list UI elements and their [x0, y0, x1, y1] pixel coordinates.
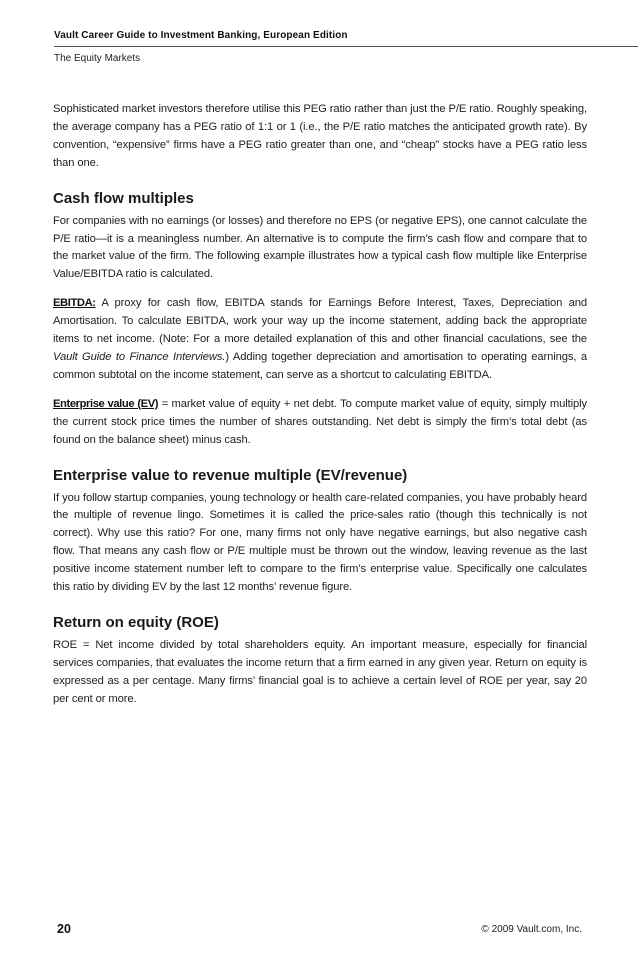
roe-paragraph: ROE = Net income divided by total shareholders equity. An important measure, especially for financial services companies, that evaluates the income return that a firm earned in any given year. Return on equity is expressed as a per centage. Many firms’ financial goal is to achieve a certain level of ROE per year, say 20 per cent or more.: [53, 638, 587, 705]
ebitda-paragraph: [53, 295, 587, 385]
page-body: [53, 101, 587, 720]
page-header: [54, 30, 638, 65]
page-number: 20: [57, 922, 71, 936]
enterprise-value-paragraph: [53, 396, 587, 450]
book-title: Vault Career Guide to Investment Banking, European Edition: [54, 30, 348, 41]
heading-cash-flow-multiples: Cash flow multiples: [53, 189, 194, 207]
ebitda-text-b: ) Adding together depreciation and amortisation to operating earnings, a common subtotal on the income statement, can serve as a shortcut to calculating EBITDA.: [53, 350, 587, 381]
cash-flow-paragraph: For companies with no earnings (or losses) and therefore no EPS (or negative EPS), one cannot calculate the P/E ratio—it is a meaningless number. An alternative is to compute the firm’s cash flow and compare that to the market value of the firm. The following example illustrates how a typical cash flow multiple like Enterprise Value/EBITDA ratio is calculated.: [53, 214, 587, 281]
heading-roe: Return on equity (ROE): [53, 613, 219, 631]
copyright-notice: © 2009 Vault.com, Inc.: [481, 924, 582, 935]
book-reference: Vault Guide to Finance Interviews.: [53, 350, 226, 363]
heading-ev-revenue: Enterprise value to revenue multiple (EV/revenue): [53, 466, 408, 484]
header-divider: [54, 46, 638, 47]
page-footer: [53, 922, 582, 938]
intro-paragraph: Sophisticated market investors therefore utilise this PEG ratio rather than just the P/E ratio. Roughly speaking, the average company has a PEG ratio of 1:1 or 1 (i.e., the P/E ratio matches the anticipated growth rate). By convention, “expensive” firms have a PEG ratio greater than one, and “cheap” stocks have a PEG ratio less than one.: [53, 103, 587, 169]
ebitda-term: EBITDA:: [53, 297, 96, 310]
section-name: The Equity Markets: [54, 53, 141, 64]
ev-revenue-paragraph: If you follow startup companies, young technology or health care-related companies, you have probably heard the multiple of revenue lingo. Sometimes it is called the price-sales ratio (though this technically is not correct). Why use this ratio? For one, many firms not only have negative earnings, but also negative cash flow. That means any cash flow or P/E multiple must be thrown out the window, leaving revenue as the last positive income statement number left to compare to the firm’s enterprise value. Specifically one calculates this ratio by dividing EV by the last 12 months’ revenue figure.: [53, 491, 587, 594]
enterprise-value-text: = market value of equity + net debt. To compute market value of equity, simply multiply the current stock price times the number of shares outstanding. Net debt is simply the firm’s total debt (as found on the balance sheet) minus cash.: [53, 397, 588, 446]
enterprise-value-term: Enterprise value (EV): [53, 397, 159, 410]
ebitda-text-a: A proxy for cash flow, EBITDA stands for Earnings Before Interest, Taxes, Depreciation and Amortisation. To calculate EBITDA, work your way up the income statement, adding back the appropriate items to net income. (Note: For a more detailed explanation of this and other financial caculations, see the: [53, 297, 587, 346]
